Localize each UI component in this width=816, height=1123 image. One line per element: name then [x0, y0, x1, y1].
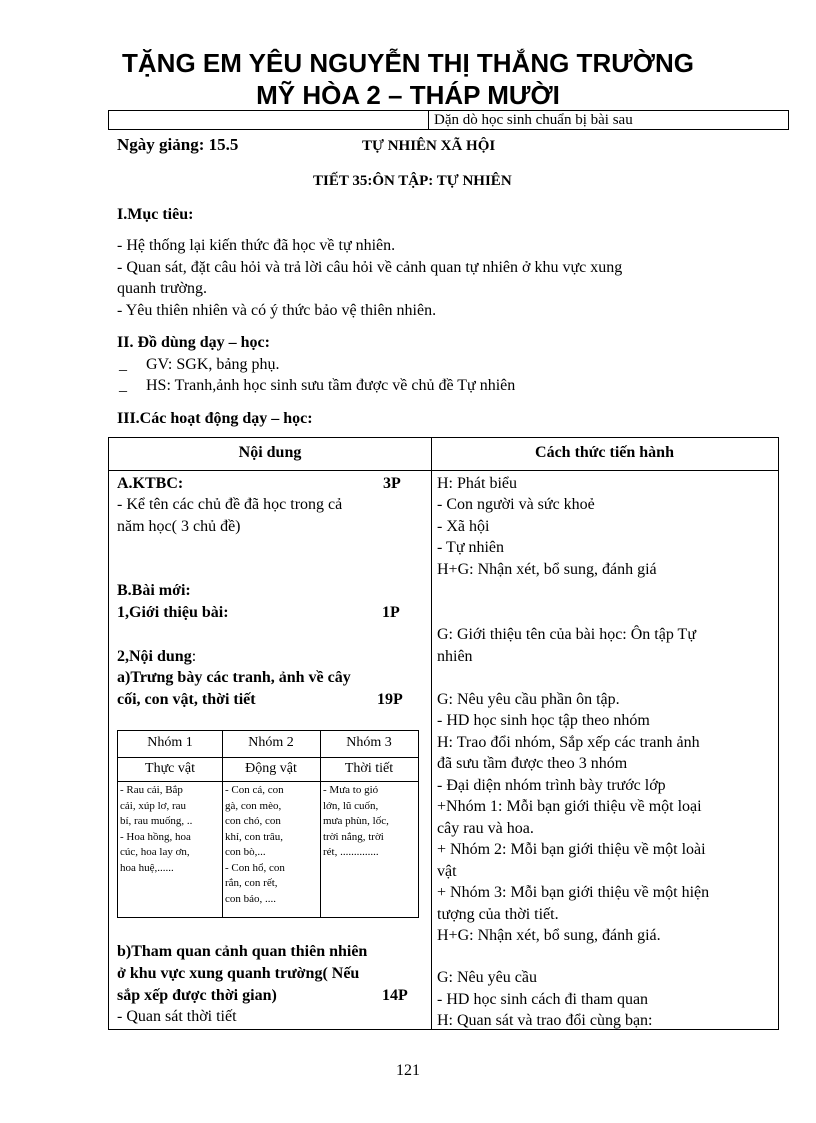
method-line: G: Giới thiệu tên của bài học: Ôn tập Tự: [437, 626, 696, 643]
method-line: H: Quan sát và trao đổi cùng bạn:: [437, 1012, 653, 1029]
intro-time: 1P: [382, 604, 400, 621]
method-line: +Nhóm 1: Mỗi bạn giới thiệu về một loại: [437, 798, 702, 815]
note-text: Dặn dò học sinh chuẩn bị bài sau: [434, 112, 633, 128]
groups-table: [117, 730, 419, 918]
method-line: + Nhóm 3: Mỗi bạn giới thiệu về một hiện: [437, 884, 710, 901]
part-b-line: b)Tham quan cảnh quan thiên nhiên: [117, 943, 368, 960]
objective-line: - Yêu thiên nhiên và có ý thức bảo vệ thiên nhiên.: [117, 302, 437, 319]
page-number: 121: [396, 1062, 420, 1079]
header-method: Cách thức tiến hành: [535, 444, 674, 461]
method-line: H: Trao đổi nhóm, Sắp xếp các tranh ảnh: [437, 734, 700, 751]
material-item: GV: SGK, bảng phụ.: [146, 356, 280, 373]
method-line: đã sưu tầm được theo 3 nhóm: [437, 755, 628, 772]
group-col-1: - Rau cải, Bắp cải, xúp lơ, rau bí, rau muống, .. - Hoa hồng, hoa cúc, hoa lay ơn, hoa huệ,......: [120, 784, 193, 874]
group-header: Nhóm 3: [346, 735, 392, 750]
note-table: [108, 110, 789, 130]
material-item: HS: Tranh,ảnh học sinh sưu tầm được về chủ đề Tự nhiên: [146, 377, 516, 394]
group-row-divider: [118, 781, 418, 782]
objectives-title: I.Mục tiêu:: [117, 206, 194, 223]
group-header: Nhóm 2: [248, 735, 294, 750]
bullet-icon: _: [119, 356, 127, 373]
method-line: vật: [437, 863, 457, 880]
part-b-line: ở khu vực xung quanh trường( Nếu: [117, 965, 360, 982]
lesson-title: TIẾT 35:ÔN TẬP: TỰ NHIÊN: [313, 173, 512, 189]
part-b-time: 14P: [382, 987, 408, 1004]
group-col-2: - Con cá, con gà, con mèo, con chó, con khỉ, con trâu, con bò,... - Con hổ, con rắn, con rết, con báo, ....: [225, 784, 285, 905]
bullet-icon: _: [119, 377, 127, 394]
materials-title: II. Đồ dùng dạy – học:: [117, 334, 270, 351]
method-line: - Xã hội: [437, 518, 490, 535]
method-line: - Tự nhiên: [437, 539, 505, 556]
content-heading: 2,Nội dung: [117, 648, 192, 665]
group-col-3: - Mưa to gió lớn, lũ cuốn, mưa phùn, lốc, trời nắng, trời rét, ..............: [323, 784, 389, 858]
subject-title: TỰ NHIÊN XÃ HỘI: [362, 138, 496, 154]
intro-heading: 1,Giới thiệu bài:: [117, 604, 229, 621]
banner-line-2: MỸ HÒA 2 – THÁP MƯỜI: [256, 80, 560, 110]
group-subheader: Thời tiết: [344, 761, 394, 776]
ktbc-time: 3P: [383, 475, 401, 492]
part-a-line: a)Trưng bày các tranh, ảnh về cây: [117, 669, 351, 686]
ktbc-line: - Kể tên các chủ đề đã học trong cả: [117, 496, 343, 513]
part-b-line: sắp xếp được thời gian): [117, 987, 277, 1004]
note-divider: [428, 111, 429, 129]
objective-line: - Quan sát, đặt câu hỏi và trả lời câu hỏi về cảnh quan tự nhiên ở khu vực xung: [117, 259, 623, 276]
banner-line-1: TẶNG EM YÊU NGUYỄN THỊ THẮNG TRƯỜNG: [122, 48, 694, 78]
method-line: + Nhóm 2: Mỗi bạn giới thiệu về một loài: [437, 841, 706, 858]
observe-line: - Quan sát thời tiết: [117, 1008, 237, 1025]
content-colon: :: [191, 648, 197, 665]
group-divider: [222, 731, 223, 917]
header-content: Nội dung: [238, 444, 302, 461]
method-line: G: Nêu yêu cầu: [437, 969, 537, 986]
objective-line: - Hệ thống lại kiến thức đã học về tự nhiên.: [117, 237, 396, 254]
method-line: tượng của thời tiết.: [437, 906, 559, 923]
part-a-time: 19P: [377, 691, 403, 708]
objective-line: quanh trường.: [117, 280, 208, 297]
activities-title: III.Các hoạt động dạy – học:: [117, 410, 313, 427]
ktbc-line: năm học( 3 chủ đề): [117, 518, 241, 535]
method-line: H+G: Nhận xét, bổ sung, đánh giá.: [437, 927, 661, 944]
table-header-divider: [109, 470, 778, 471]
new-lesson-heading: B.Bài mới:: [117, 582, 191, 599]
group-subheader: Động vật: [245, 761, 297, 776]
method-line: - HD học sinh học tập theo nhóm: [437, 712, 650, 729]
lesson-date: Ngày giảng: 15.5: [117, 135, 239, 154]
part-a-line: cối, con vật, thời tiết: [117, 691, 256, 708]
group-header: Nhóm 1: [147, 735, 193, 750]
method-line: - Đại diện nhóm trình bày trước lớp: [437, 777, 666, 794]
table-column-divider: [431, 438, 432, 1029]
ktbc-heading: A.KTBC:: [117, 475, 184, 492]
method-line: cây rau và hoa.: [437, 820, 534, 837]
group-divider: [320, 731, 321, 917]
group-row-divider: [118, 757, 418, 758]
method-line: - Con người và sức khoẻ: [437, 496, 595, 513]
method-line: nhiên: [437, 648, 473, 665]
method-line: G: Nêu yêu cầu phần ôn tập.: [437, 691, 620, 708]
group-subheader: Thực vật: [145, 761, 195, 776]
method-line: - HD học sinh cách đi tham quan: [437, 991, 649, 1008]
method-line: H: Phát biểu: [437, 475, 517, 492]
method-line: H+G: Nhận xét, bổ sung, đánh giá: [437, 561, 657, 578]
